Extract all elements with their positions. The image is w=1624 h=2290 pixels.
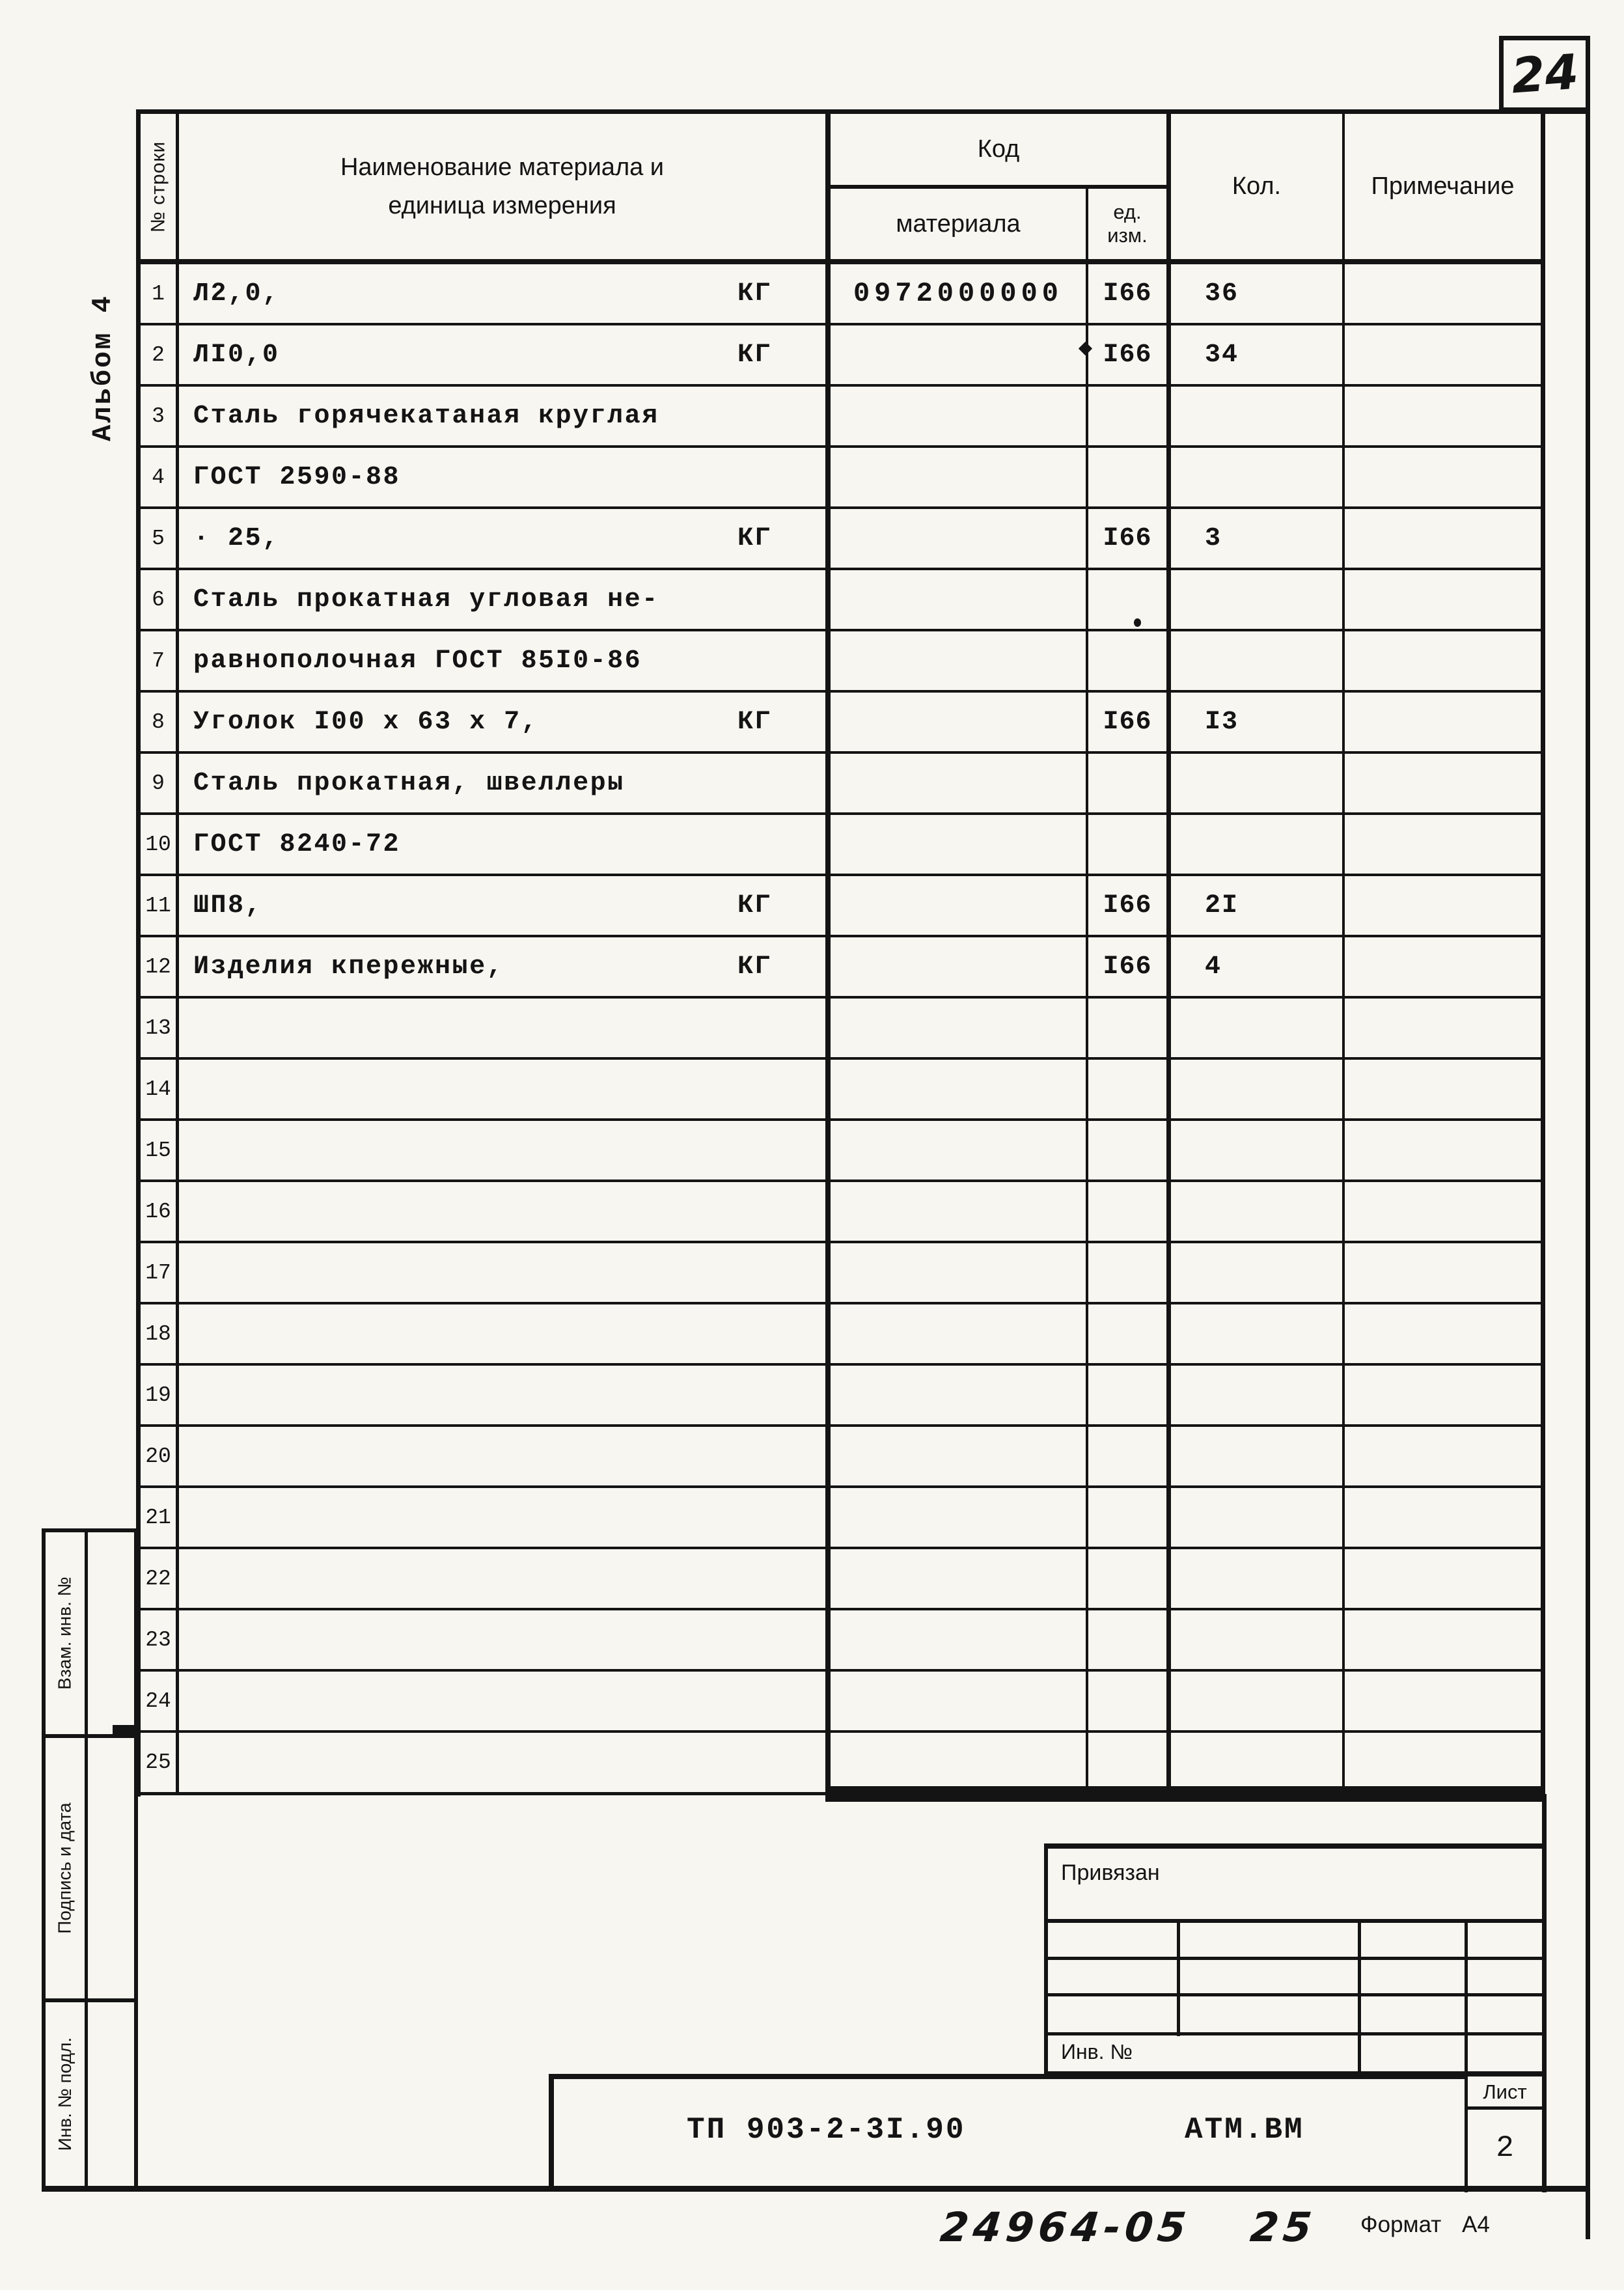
table-border-top — [136, 109, 1545, 114]
quantity-cell — [1171, 754, 1342, 812]
material-name-cell — [179, 1121, 825, 1179]
inventory-number-label: Инв. № — [1061, 2040, 1133, 2063]
material-name: Л2,0, — [193, 279, 280, 309]
table-row — [141, 631, 1541, 693]
header-name-line1: Наименование материала и — [340, 153, 665, 181]
material-name: Уголок I00 х 63 х 7, — [193, 707, 539, 737]
header-unit-line1: ед. — [1113, 200, 1142, 224]
material-unit: КГ — [737, 279, 773, 309]
material-name-cell — [179, 1182, 825, 1241]
unit-code-cell — [1088, 1672, 1166, 1730]
note-cell — [1345, 1549, 1541, 1608]
row-number-cell: 14 — [145, 1077, 171, 1101]
unit-code-cell — [1088, 1243, 1166, 1302]
row-number-cell: 1 — [152, 281, 165, 306]
material-code-cell — [831, 1121, 1086, 1179]
header-separator-line — [136, 259, 1545, 264]
note-cell — [1345, 1672, 1541, 1730]
note-cell — [1345, 1488, 1541, 1547]
material-code-cell — [831, 570, 1086, 629]
table-row — [141, 1060, 1541, 1121]
row-number-cell: 23 — [145, 1627, 171, 1652]
quantity-cell — [1171, 999, 1342, 1057]
table-row — [141, 1121, 1541, 1182]
note-cell — [1345, 1060, 1541, 1118]
material-name-cell — [179, 937, 825, 996]
material-unit: КГ — [737, 707, 773, 737]
row-number-cell: 8 — [152, 710, 165, 734]
ink-speck — [113, 1725, 135, 1734]
material-code-cell — [831, 1672, 1086, 1730]
unit-code-cell — [1088, 1610, 1166, 1669]
note-cell — [1345, 448, 1541, 506]
stamp-divider — [85, 1738, 88, 1998]
handwritten-inventory-number: 24964-05 — [938, 2203, 1193, 2251]
note-cell — [1345, 570, 1541, 629]
table-row — [141, 1427, 1541, 1488]
material-unit: КГ — [737, 340, 773, 370]
header-quantity-label: Кол. — [1232, 172, 1282, 200]
table-row — [141, 448, 1541, 509]
row-number-cell: 17 — [145, 1260, 171, 1285]
header-code-label: Код — [977, 135, 1020, 163]
table-row — [141, 387, 1541, 448]
header-row-number-label: № строки — [147, 141, 169, 232]
row-number-cell: 22 — [145, 1566, 171, 1591]
header-unit-line2: изм. — [1107, 224, 1148, 247]
quantity-cell — [1171, 1121, 1342, 1179]
quantity-cell — [1171, 1672, 1342, 1730]
stamp-label-area — [46, 2002, 85, 2186]
vzam-inv-label: Взам. инв. № — [55, 1577, 75, 1690]
note-cell — [1345, 999, 1541, 1057]
quantity-cell — [1171, 570, 1342, 629]
material-name: Сталь прокатная, швеллеры — [193, 768, 625, 798]
table-row — [141, 1733, 1541, 1794]
unit-code-cell: I66 — [1103, 707, 1152, 737]
material-name-cell — [179, 1366, 825, 1424]
handwritten-page-number: 24 — [1509, 44, 1580, 104]
material-code-cell — [831, 815, 1086, 874]
header-unit-col — [1088, 189, 1166, 259]
material-name-cell — [179, 1304, 825, 1363]
material-code-cell — [831, 754, 1086, 812]
note-cell — [1345, 1610, 1541, 1669]
material-name-cell — [179, 1733, 825, 1791]
material-name-cell — [179, 1060, 825, 1118]
quantity-cell — [1171, 1060, 1342, 1118]
stamp-divider — [85, 2002, 88, 2186]
material-name: ГОСТ 2590-88 — [193, 462, 401, 492]
header-name-line2: единица измерения — [388, 191, 616, 219]
material-code-cell: 0972000000 — [853, 278, 1064, 309]
material-name-cell — [179, 325, 825, 384]
material-name-cell — [179, 1243, 825, 1302]
material-name-cell — [179, 693, 825, 751]
inv-podl-label: Инв. № подл. — [55, 2037, 76, 2151]
header-code-material — [831, 189, 1086, 259]
handwritten-inventory-line — [938, 2203, 1318, 2251]
material-name-cell — [179, 876, 825, 935]
note-cell — [1345, 1182, 1541, 1241]
note-cell — [1345, 1427, 1541, 1485]
titleblock-right — [1542, 1794, 1547, 2192]
header-material-name-col — [179, 114, 825, 259]
table-row — [141, 1549, 1541, 1610]
titleblock-left — [1044, 1843, 1048, 2078]
material-code-cell — [831, 1243, 1086, 1302]
material-code-cell — [831, 325, 1086, 384]
note-cell — [1345, 815, 1541, 874]
note-cell — [1345, 1366, 1541, 1424]
quantity-cell — [1171, 1427, 1342, 1485]
material-unit: КГ — [737, 952, 773, 982]
header-quantity-col — [1171, 114, 1342, 259]
quantity-cell — [1171, 1182, 1342, 1241]
table-row — [141, 1304, 1541, 1366]
titleblock-v2 — [1358, 1919, 1361, 2076]
material-code-cell — [831, 1610, 1086, 1669]
unit-code-cell: I66 — [1103, 523, 1152, 553]
note-cell — [1345, 1733, 1541, 1791]
row-number-cell: 13 — [145, 1015, 171, 1040]
stamp-divider — [85, 1532, 88, 1734]
document-number: ТП 903-2-3I.90 — [687, 2113, 966, 2147]
material-code-cell — [831, 693, 1086, 751]
row-number-cell: 10 — [145, 832, 171, 857]
table-row — [141, 876, 1541, 937]
material-code-cell — [831, 1427, 1086, 1485]
document-code: АТМ.ВМ — [1185, 2113, 1304, 2147]
unit-code-cell — [1088, 1060, 1166, 1118]
material-code-cell — [831, 876, 1086, 935]
quantity-cell — [1171, 448, 1342, 506]
material-code-cell — [831, 1366, 1086, 1424]
material-name: Сталь прокатная угловая не- — [193, 585, 659, 614]
note-cell — [1345, 1243, 1541, 1302]
material-name: ЛI0,0 — [193, 340, 280, 370]
material-name: равнополочная ГОСТ 85I0-86 — [193, 646, 642, 676]
material-name-cell — [179, 448, 825, 506]
material-code-cell — [831, 1182, 1086, 1241]
table-row — [141, 937, 1541, 999]
material-name-cell — [179, 999, 825, 1057]
corner-page-number-box — [1499, 36, 1590, 112]
note-cell — [1345, 509, 1541, 568]
row-number-cell: 20 — [145, 1444, 171, 1469]
unit-code-cell: I66 — [1103, 890, 1152, 920]
material-name: ШП8, — [193, 890, 263, 920]
album-label: Альбом 4 — [87, 294, 118, 441]
unit-code-cell: I66 — [1103, 279, 1152, 309]
note-cell — [1345, 631, 1541, 690]
row-number-cell: 19 — [145, 1383, 171, 1407]
quantity-cell: 4 — [1205, 952, 1222, 982]
titleblock-h1 — [1044, 1919, 1547, 1923]
row-number-cell: 7 — [152, 648, 165, 673]
frame-line-bottom — [42, 2186, 1590, 2192]
table-row — [141, 1182, 1541, 1243]
sheet-number: 2 — [1496, 2131, 1514, 2165]
unit-code-cell: I66 — [1103, 340, 1152, 370]
material-code-cell — [831, 631, 1086, 690]
stamp-label-area — [46, 1738, 85, 1998]
quantity-cell: I3 — [1205, 707, 1239, 737]
quantity-cell — [1171, 1243, 1342, 1302]
material-name-cell — [179, 1549, 825, 1608]
table-row — [141, 1488, 1541, 1549]
material-name-cell — [179, 570, 825, 629]
note-cell — [1345, 325, 1541, 384]
material-name: ГОСТ 8240-72 — [193, 829, 401, 859]
unit-code-cell: I66 — [1103, 952, 1152, 982]
stamp-box-inv-podl — [42, 1998, 138, 2190]
table-row — [141, 693, 1541, 754]
stamp-label-area — [46, 1532, 85, 1734]
table-row — [141, 264, 1541, 325]
quantity-cell — [1171, 631, 1342, 690]
note-cell — [1345, 754, 1541, 812]
unit-code-cell — [1088, 448, 1166, 506]
row-number-cell: 11 — [145, 893, 171, 918]
unit-code-cell — [1088, 1366, 1166, 1424]
note-cell — [1345, 264, 1541, 323]
row-number-cell: 12 — [145, 954, 171, 979]
titleblock-top — [1044, 1843, 1547, 1849]
table-row — [141, 1243, 1541, 1304]
row-number-cell: 3 — [152, 404, 165, 428]
header-code-group — [831, 114, 1166, 185]
header-code-material-label: материала — [896, 210, 1021, 238]
material-name-cell — [179, 1672, 825, 1730]
table-row — [141, 1366, 1541, 1427]
quantity-cell — [1171, 1304, 1342, 1363]
row-number-cell: 24 — [145, 1689, 171, 1713]
material-name-cell — [179, 631, 825, 690]
quantity-cell: 36 — [1205, 279, 1239, 309]
table-row — [141, 815, 1541, 876]
table-row — [141, 509, 1541, 570]
material-unit: КГ — [737, 890, 773, 920]
unit-code-cell — [1088, 815, 1166, 874]
row-number-cell: 21 — [145, 1505, 171, 1530]
row-number-cell: 25 — [145, 1750, 171, 1774]
note-cell — [1345, 937, 1541, 996]
podpis-data-label: Подпись и дата — [55, 1802, 76, 1934]
quantity-cell — [1171, 1488, 1342, 1547]
table-row — [141, 570, 1541, 631]
ink-speck — [1134, 618, 1141, 627]
material-code-cell — [831, 509, 1086, 568]
frame-line-right — [1586, 112, 1590, 2239]
stamp-box-podpis-data — [42, 1734, 138, 2002]
unit-code-cell — [1088, 1427, 1166, 1485]
header-note-col — [1345, 114, 1541, 259]
table-border-right — [1541, 109, 1545, 1797]
material-code-cell — [831, 1304, 1086, 1363]
unit-code-cell — [1088, 1121, 1166, 1179]
material-name-cell — [179, 264, 825, 323]
sheet-label-cell — [1468, 2076, 1542, 2108]
quantity-cell: 2I — [1205, 890, 1239, 920]
material-code-cell — [831, 1060, 1086, 1118]
sheet-number-cell — [1468, 2110, 1542, 2187]
unit-code-cell — [1088, 387, 1166, 445]
header-note-label: Примечание — [1371, 172, 1515, 200]
quantity-cell — [1171, 1733, 1342, 1791]
row-number-cell: 4 — [152, 465, 165, 490]
sheet-label: Лист — [1483, 2080, 1527, 2103]
table-row — [141, 325, 1541, 387]
material-code-cell — [831, 1549, 1086, 1608]
note-cell — [1345, 1304, 1541, 1363]
unit-code-cell — [1088, 1182, 1166, 1241]
table-row — [141, 1610, 1541, 1672]
format-label: Формат А4 — [1360, 2212, 1490, 2237]
material-code-cell — [831, 937, 1086, 996]
header-row-number-col — [141, 114, 176, 259]
quantity-cell — [1171, 1366, 1342, 1424]
row-number-cell: 5 — [152, 526, 165, 551]
row-number-cell: 2 — [152, 342, 165, 367]
docbox-left — [549, 2074, 554, 2191]
table-row — [141, 999, 1541, 1060]
material-name-cell — [179, 387, 825, 445]
unit-code-cell — [1088, 999, 1166, 1057]
handwritten-sheet-number: 25 — [1248, 2203, 1319, 2251]
note-cell — [1345, 876, 1541, 935]
unit-code-cell — [1088, 631, 1166, 690]
material-name-cell — [179, 1488, 825, 1547]
linked-label: Привязан — [1061, 1860, 1160, 1885]
material-name-cell — [179, 509, 825, 568]
quantity-cell: 3 — [1205, 523, 1222, 553]
note-cell — [1345, 387, 1541, 445]
row-number-cell: 6 — [152, 587, 165, 612]
stamp-box-vzam-inv — [42, 1528, 138, 1738]
material-name-cell — [179, 754, 825, 812]
material-name-cell — [179, 1610, 825, 1669]
material-name: Сталь горячекатаная круглая — [193, 401, 659, 431]
note-cell — [1345, 1121, 1541, 1179]
material-name: Изделия кпережные, — [193, 952, 504, 982]
quantity-cell — [1171, 815, 1342, 874]
unit-code-cell — [1088, 1549, 1166, 1608]
material-code-cell — [831, 999, 1086, 1057]
table-row — [141, 1672, 1541, 1733]
quantity-cell — [1171, 1549, 1342, 1608]
unit-code-cell — [1088, 1733, 1166, 1791]
titleblock-v1 — [1177, 1919, 1180, 2036]
material-unit: КГ — [737, 523, 773, 553]
row-number-cell: 15 — [145, 1138, 171, 1163]
material-name-cell — [179, 815, 825, 874]
material-name-cell — [179, 1427, 825, 1485]
material-code-cell — [831, 387, 1086, 445]
table-rows — [141, 264, 1541, 1794]
material-code-cell — [831, 448, 1086, 506]
quantity-cell — [1171, 1610, 1342, 1669]
quantity-cell: 34 — [1205, 340, 1239, 370]
unit-code-cell — [1088, 1488, 1166, 1547]
titleblock-h2 — [1044, 1957, 1543, 1960]
row-number-cell: 16 — [145, 1199, 171, 1224]
material-code-cell — [831, 1733, 1086, 1791]
note-cell — [1345, 693, 1541, 751]
unit-code-cell — [1088, 570, 1166, 629]
row-number-cell: 9 — [152, 771, 165, 795]
quantity-cell — [1171, 387, 1342, 445]
unit-code-cell — [1088, 754, 1166, 812]
row-number-cell: 18 — [145, 1321, 171, 1346]
table-row — [141, 754, 1541, 815]
material-specification-table — [136, 109, 1545, 1808]
titleblock-h3 — [1044, 1993, 1543, 1996]
titleblock-h4 — [1044, 2032, 1543, 2035]
material-code-cell — [831, 1488, 1086, 1547]
material-name: · 25, — [193, 523, 280, 553]
unit-code-cell — [1088, 1304, 1166, 1363]
